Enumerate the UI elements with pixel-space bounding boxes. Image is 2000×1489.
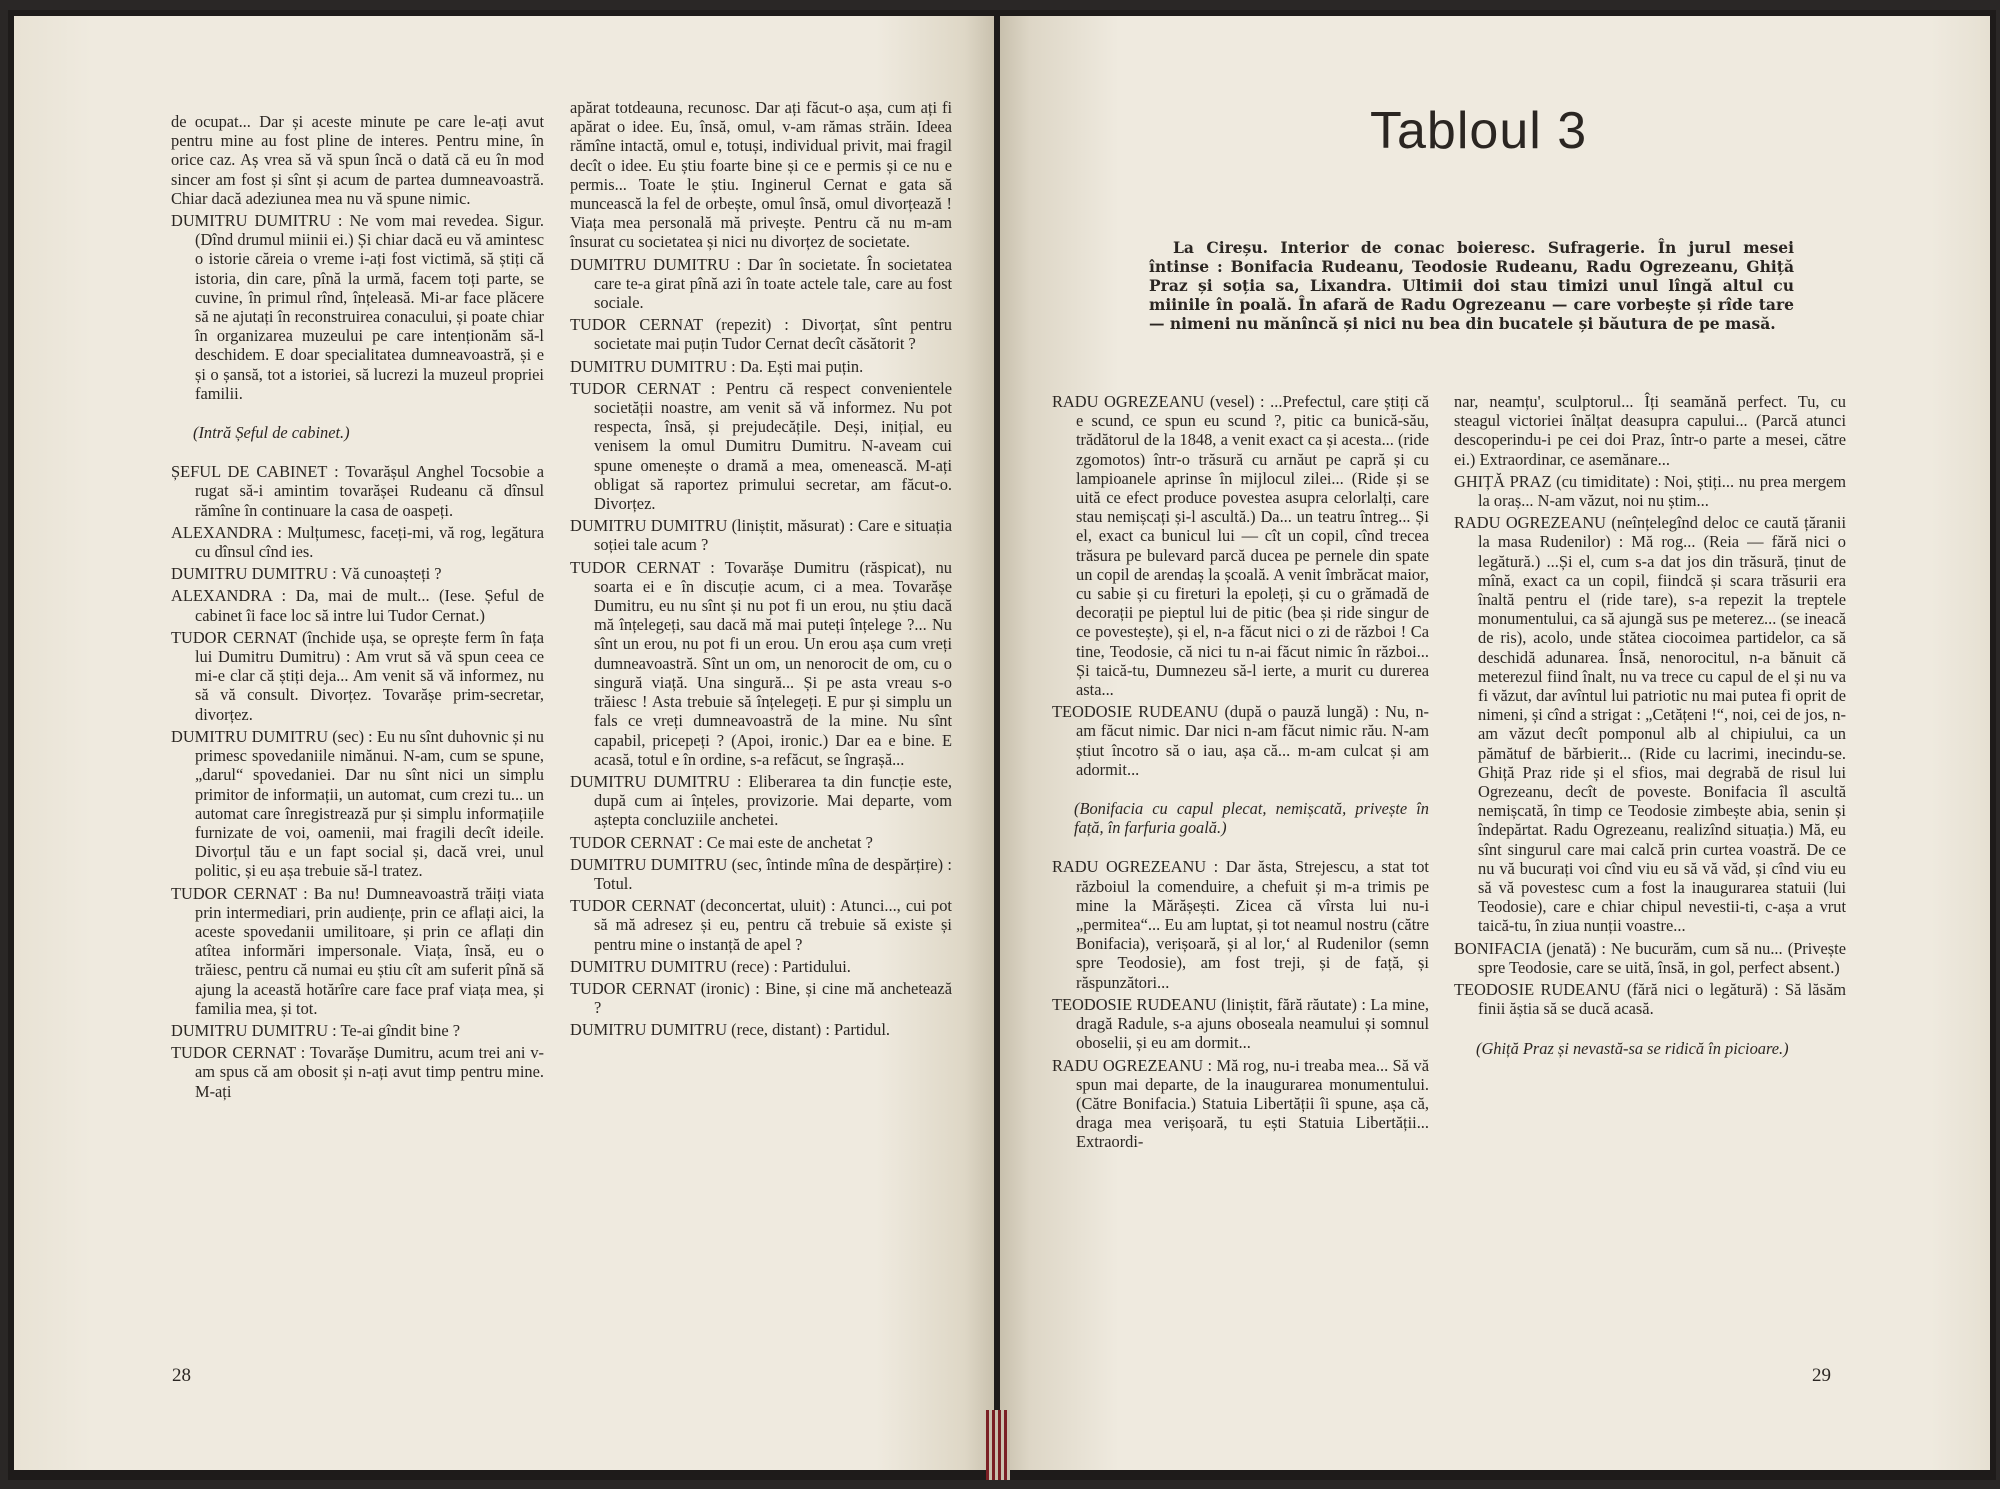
dialogue-line: TUDOR CERNAT (deconcertat, uluit) : Atunci..., cui pot să mă adresez și eu, pentru că trebuie să existe și pentru mine o instanță de apel ? <box>570 896 952 954</box>
scene-title: Tabloul 3 <box>1370 102 1588 160</box>
dialogue-line: TUDOR CERNAT : Ba nu! Dumneavoastră trăiți viata prin intermediari, prin audiențe, prin ce aflați aici, la aceste spovedanii umilitoare, și prin ce aflați din atîtea informări impersonale. Viața, însă, eu o trăiesc, pentru că numai eu știu cît am suferit pînă să ajung la această hotărîre care face praf viața mea, și familia mea, și tot. <box>171 883 544 1018</box>
dialogue-line: DUMITRU DUMITRU : Da. Ești mai puțin. <box>570 356 864 376</box>
left-page <box>14 16 994 1470</box>
dialogue-line: TEODOSIE RUDEANU (fără nici o legătură) : Să lăsăm finii ăștia să se ducă acasă. <box>1454 980 1846 1019</box>
right-page <box>1000 16 1990 1470</box>
dialogue-line: RADU OGREZEANU (vesel) : ...Prefectul, care știți că e scund, ce spun eu scund ?, pitic ca bunică-său, trădătorul de la 1848, a venit exact ca și acesta... (ride zgomotos) într-o trăsură cu arnăut pe capră și cu lampioanele aprinse în mijlocul zilei... (Ride și se uită ce efect produce povestea asupra celorlalți, care stau nemișcați și-l ascultă.) Da... un teatru întreg... Și el, exact ca bunicul lui — cît un copil, cînd trecea trăsura pe bulevard parcă ducea pe pernele din spate un copil de arendaș la școală. A venit îmbrăcat maior, cu sabie și cu fireturi la epoleți, și cu o grămadă de decorații pe pieptul lui de pitic (bea și ride singur de ce povestește), și el, n-a făcut nici o zi de război ! Ca tine, Teodosie, că nici tu n-ai făcut nimic în război... Și taică-tu, Dumnezeu să-l ierte, a murit cu durerea asta... <box>1052 392 1429 700</box>
dialogue-line: TUDOR CERNAT : Pentru că respect convenientele societății noastre, am venit să vă informez. Nu pot respecta, însă, și prejudecățile. Deși, inițial, eu venisem la omul Dumitru Dumitru. N-aveam cui spune omenește o dramă a mea, omenească. M-ați obligat să raportez primului secretar, am făcut-o. Divorțez. <box>570 378 952 514</box>
dialogue-line: ȘEFUL DE CABINET : Tovarășul Anghel Tocsobie a rugat să-i amintim tovarășei Rudeanu că dînsul rămîne în continuare la casa de oaspeți. <box>171 462 544 520</box>
left-column-1 <box>171 112 544 1104</box>
dialogue-line: RADU OGREZEANU : Mă rog, nu-i treaba mea... Să vă spun mai departe, de la inaugurarea monumentului. (Către Bonifacia.) Statuia Libertății îi spune, așa că, draga mea verișoară, tu ești Statuia Libertății... Extraordi- <box>1052 1055 1429 1152</box>
dialogue-line: TEODOSIE RUDEANU (liniștit, fără răutate) : La mine, dragă Radule, s-a ajuns oboseala neamului și somnul oboselii, și eu am dormit... <box>1052 994 1429 1053</box>
right-column-2 <box>1454 392 1846 1078</box>
dialogue-line: DUMITRU DUMITRU (rece, distant) : Partidul. <box>570 1020 891 1040</box>
dialogue-line: DUMITRU DUMITRU : Vă cunoașteți ? <box>171 564 442 584</box>
dialogue-line: DUMITRU DUMITRU : Ne vom mai revedea. Sigur. (Dînd drumul miinii ei.) Și chiar dacă eu vă amintesc o istorie căreia o vreme i-ați fost victimă, să știți că istoria, din care, pînă la urmă, facem toți parte, se cuvine, în primul rînd, înțeleasă. Mi-ar face plăcere să ne ajutați în reconstruirea conacului, și poate chiar în organizarea muzeului pe care intenționăm să-l deschidem. E doar specialitatea dumneavoastră, și e și o șansă, tot a istoriei, să lucrezi la muzeul propriei familii. <box>171 211 544 403</box>
dialogue-line: DUMITRU DUMITRU (sec) : Eu nu sînt duhovnic și nu primesc spovedaniile nimănui. N-am, cum se spune, „darul“ spovedaniei. Dar nu sînt nici un simplu primitor de informații, un automat, cum crezi tu... un automat care înregistrează pur și simplu informațiile furnizate de voi, oamenii, mai fragili decît ideile. Divorțul tău e un fapt social și, dacă vrei, unul politic, și eu așa trebuie să-l tratez. <box>171 726 544 881</box>
page-number-right: 29 <box>1812 1365 1831 1386</box>
left-column-2 <box>570 98 952 1043</box>
dialogue-line: TUDOR CERNAT : Ce mai este de anchetat ? <box>570 832 873 852</box>
page-number-left: 28 <box>172 1365 191 1386</box>
dialogue-line: TUDOR CERNAT : Tovarășe Dumitru, acum trei ani v-am spus că am obosit și n-ați avut timp pentru mine. M-ați <box>171 1043 544 1101</box>
book-spine-headband <box>986 1410 1010 1480</box>
right-column-1 <box>1052 392 1429 1155</box>
dialogue-line: TUDOR CERNAT (ironic) : Bine, și cine mă anchetează ? <box>570 978 952 1018</box>
dialogue-line: GHIȚĂ PRAZ (cu timiditate) : Noi, știți... nu prea mergem la oraș... N-am văzut, noi nu știm... <box>1454 471 1846 511</box>
dialogue-line: TUDOR CERNAT (repezit) : Divorțat, sînt pentru societate mai puțin Tudor Cernat decît căsătorit ? <box>570 315 952 354</box>
continued-text: apărat totdeauna, recunosc. Dar ați făcut-o așa, cum ați fi apărat o idee. Eu, însă, omul, v-am rămas străin. Ideea rămîne intactă, omul e, totuși, individual privit, mai fragil decît o idee. Eu știu foarte bine și ce e permis și ce nu e permis... Toate le știu. Inginerul Cernat e gata să muncească la fel de orbește, omul însă, omul divorțează ! Viața mea personală mă privește. Pentru că nu m-am însurat cu societatea și nici nu divorțez de societate. <box>570 98 952 252</box>
dialogue-line: TUDOR CERNAT : Tovarășe Dumitru (răspicat), nu soarta ei e în discuție acum, ci a mea. Tovarășe Dumitru, eu nu sînt și nu pot fi un erou, nu știu dacă mă înțelegeți, sau dacă mă mai puteți înțelege ?... Nu sînt un erou, nu pot fi un erou. Un erou așa cum vreți dumneavoastră. Sînt un om, un nenorocit de om, cu o singură viață. Una singură... Și pe asta vreau s-o trăiesc ! Asta trebuie să înțelegeți. E pur și simplu un fals ce vreți dumneavoastră de la mine. Nu sînt capabil, pricepeți ? (Apoi, ironic.) Dar ea e bine. E acasă, totul e în ordine, s-a refăcut, se îngrașă... <box>570 557 952 769</box>
open-book <box>8 10 1996 1480</box>
stage-direction: (Ghiță Praz și nevastă-sa se ridică în picioare.) <box>1476 1038 1789 1058</box>
dialogue-line: DUMITRU DUMITRU : Eliberarea ta din funcție este, după cum ai înțeles, provizorie. Mai departe, vom aștepta concluziile anchetei. <box>570 771 952 830</box>
continued-text: nar, neamțu', sculptorul... Îți seamănă perfect. Tu, cu steagul victoriei înălțat deasupra capului... (Parcă atunci descoperindu-i pe cei doi Praz, într-o parte a mesei, către ei.) Extraordinar, ce asemănare... <box>1454 392 1846 469</box>
dialogue-line: RADU OGREZEANU (neînțelegînd deloc ce caută țăranii la masa Rudenilor) : Mă rog... (Reia — fără nici o legătură.) ...Și el, cum s-a dat jos din trăsură, ținut de mînă, exact ca un copil, fiindcă și scara trăsurii era înaltă pentru el (ride tare), s-a repezit la treptele monumentului, ca să ajungă sus pe meterez... (se ineacă de ris), acolo, unde stătea ciocoimea partidelor, ca să deschidă adunarea. Însă, nenorocitul, n-a bănuit că meterezul fiind înalt, nu va trece cu capul de el și nu va fi văzut, dar avîntul lui patriotic nu mai putea fi oprit de nimeni, și cînd a strigat : „Cetățeni !“, noi, cei de jos, n-am văzut decît pomponul alb al chipiului, ca un pămătuf de bărbierit... (Ride cu lacrimi, inecindu-se. Ghiță Praz ride și el sfios, mai degrabă de risul lui Ogrezeanu, decît de poveste. Bonifacia îl ascultă nemișcată, în timp ce Teodosie zimbește abia, senin și îndepărtat. Radu Ogrezeanu, realizînd situația.) Mă, eu sînt singurul care mai calcă prin curtea voastră. De ce nu vă bucurați voi cînd viu eu să vă văd, și cînd viu eu să vă povestesc cum a fost la inaugurarea statuii (lui Teodosie), care e chiar chipul nevestii-ti, c-așa a vrut taică-tu, în ziua nunții voastre... <box>1454 513 1846 936</box>
dialogue-line: BONIFACIA (jenată) : Ne bucurăm, cum să nu... (Privește spre Teodosie, care se uită, însă, in gol, perfect absent.) <box>1454 938 1846 977</box>
dialogue-line: RADU OGREZEANU : Dar ăsta, Strejescu, a stat tot războiul la comenduire, a chefuit și m-a trimis pe mine la Mărășești. Zicea că vîrsta lui nu-i „permitea“... Eu am luptat, și tot neamul nostru (către Bonifacia), verișoară, și al lor,‘ al Rudenilor (semn spre Teodosie), am fost treji, și de față, și răspunzători... <box>1052 857 1429 992</box>
scene-setting: La Cireșu. Interior de conac boieresc. Sufragerie. În jurul mesei întinse : Bonifacia Rudeanu, Teodosie Rudeanu, Radu Ogrezeanu, Ghiță Praz și soția sa, Lixandra. Ultimii doi stau timizi unul lîngă altul cu miinile în poală. În afară de Radu Ogrezeanu — care vorbește și rîde tare — nimeni nu mănîncă și nici nu bea din bucatele și băutura de pe masă. <box>1149 238 1794 333</box>
dialogue-line: DUMITRU DUMITRU (rece) : Partidului. <box>570 956 851 976</box>
dialogue-line: ALEXANDRA : Mulțumesc, faceți-mi, vă rog, legătura cu dînsul cînd ies. <box>171 522 544 562</box>
continued-text: de ocupat... Dar și aceste minute pe care le-ați avut pentru mine au fost pline de interes. Pentru mine, în orice caz. Aș vrea să vă spun încă o dată că eu în mod sincer am fost și sînt și acum de partea dumneavoastră. Chiar dacă adeziunea mea nu vă spune nimic. <box>171 112 544 208</box>
dialogue-line: DUMITRU DUMITRU : Dar în societate. În societatea care te-a girat pînă azi în toate actele tale, care au fost sociale. <box>570 254 952 313</box>
dialogue-line: DUMITRU DUMITRU (sec, întinde mîna de despărțire) : Totul. <box>570 854 952 893</box>
stage-direction: (Intră Șeful de cabinet.) <box>193 423 350 443</box>
stage-direction: (Bonifacia cu capul plecat, nemișcată, privește în față, în farfuria goală.) <box>1074 799 1429 838</box>
dialogue-line: TEODOSIE RUDEANU (după o pauză lungă) : Nu, n-am făcut nimic. Dar nici n-am făcut nimic rău. N-am știut încotro să o iau, așa că... m-am culcat și am adormit... <box>1052 702 1429 779</box>
dialogue-line: ALEXANDRA : Da, mai de mult... (Iese. Șeful de cabinet îi face loc să intre lui Tudor Cernat.) <box>171 586 544 625</box>
dialogue-line: DUMITRU DUMITRU : Te-ai gîndit bine ? <box>171 1020 460 1040</box>
dialogue-line: TUDOR CERNAT (închide ușa, se oprește ferm în fața lui Dumitru Dumitru) : Am vrut să vă spun ceea ce mi-e clar că știți deja... Am venit să vă informez, nu să vă consult. Divorțez. Tovarășe prim-secretar, divorțez. <box>171 627 544 724</box>
dialogue-line: DUMITRU DUMITRU (liniștit, măsurat) : Care e situația soției tale acum ? <box>570 516 952 555</box>
